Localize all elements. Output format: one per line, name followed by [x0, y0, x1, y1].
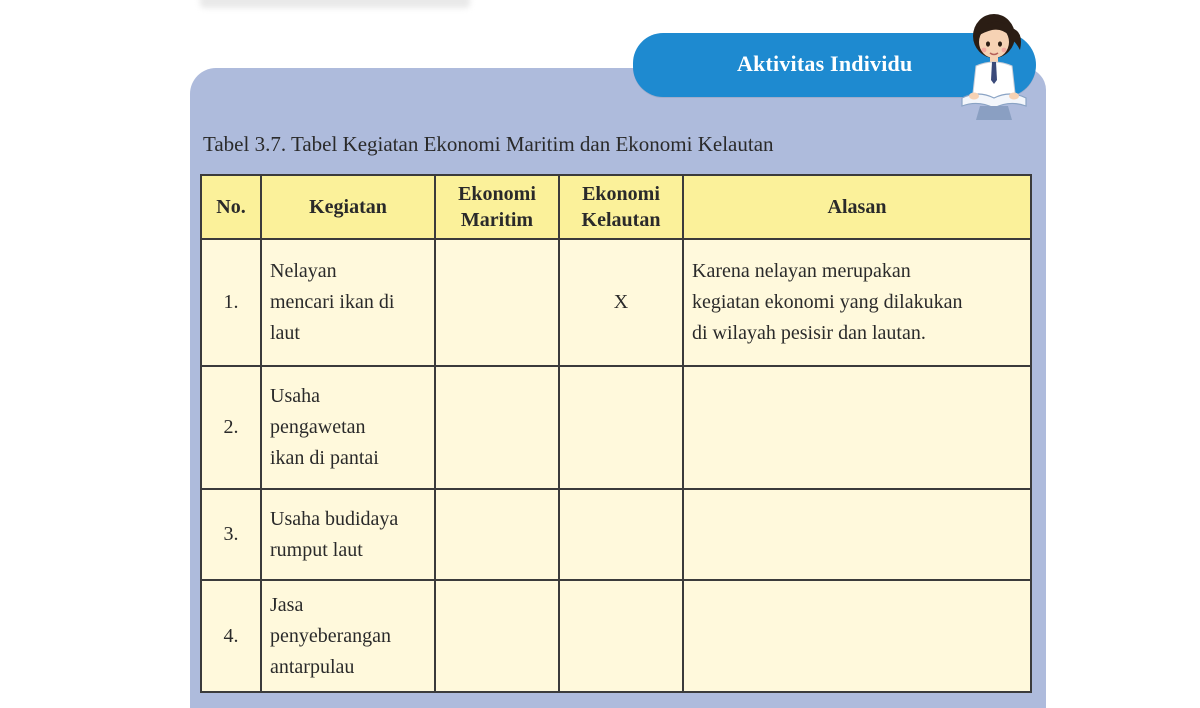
table-header-row — [201, 175, 1031, 239]
reason-line: kegiatan ekonomi yang dilakukan — [692, 291, 963, 313]
reason-cell — [683, 366, 1031, 489]
header-ekonomi-kelautan — [559, 175, 683, 239]
maritim-cell — [435, 580, 559, 692]
header-no: No. — [201, 175, 261, 239]
maritim-cell — [435, 489, 559, 580]
student-reading-icon — [944, 6, 1044, 124]
activity-line: mencari ikan di — [270, 291, 395, 313]
header-kegiatan: Kegiatan — [261, 175, 435, 239]
kelautan-cell: X — [559, 239, 683, 366]
header-maritim-line2: Maritim — [460, 209, 534, 231]
banner-label: Aktivitas Individu — [737, 51, 913, 76]
activity-line: Usaha budidaya — [270, 507, 399, 530]
row-number: 4. — [201, 580, 261, 692]
kelautan-cell — [559, 366, 683, 489]
kelautan-cell — [559, 580, 683, 692]
header-kelautan-line2: Kelautan — [581, 209, 661, 231]
row-number: 1. — [201, 239, 261, 366]
table-caption: Tabel 3.7. Tabel Kegiatan Ekonomi Maritim dan Ekonomi Kelautan — [203, 132, 774, 156]
table-row — [201, 580, 1031, 692]
header-alasan: Alasan — [683, 175, 1031, 239]
activity-cell — [261, 580, 435, 692]
row-number: 3. — [201, 489, 261, 580]
activity-line: rumput laut — [270, 538, 363, 561]
header-maritim-line1: Ekonomi — [458, 183, 536, 205]
table-row — [201, 489, 1031, 580]
activity-line: Jasa — [270, 593, 304, 616]
activity-line: Nelayan — [270, 260, 337, 282]
activity-table — [200, 174, 1032, 693]
activity-line: penyeberangan — [270, 624, 392, 647]
table-row — [201, 239, 1031, 366]
reason-line: di wilayah pesisir dan lautan. — [692, 322, 926, 344]
reason-cell — [683, 580, 1031, 692]
activity-cell — [261, 489, 435, 580]
table-row — [201, 366, 1031, 489]
header-kelautan-line1: Ekonomi — [582, 183, 660, 205]
activity-line: laut — [270, 322, 300, 344]
maritim-cell — [435, 239, 559, 366]
header-ekonomi-maritim — [435, 175, 559, 239]
activity-cell — [261, 366, 435, 489]
activity-line: ikan di pantai — [270, 447, 379, 469]
maritim-cell — [435, 366, 559, 489]
row-number: 2. — [201, 366, 261, 489]
reason-line: Karena nelayan merupakan — [692, 260, 911, 282]
activity-line: pengawetan — [270, 416, 366, 438]
activity-line: antarpulau — [270, 655, 355, 678]
blurred-page-heading — [200, 0, 470, 8]
activity-line: Usaha — [270, 385, 320, 407]
reason-cell — [683, 239, 1031, 366]
activity-cell — [261, 239, 435, 366]
reason-cell — [683, 489, 1031, 580]
kelautan-cell — [559, 489, 683, 580]
